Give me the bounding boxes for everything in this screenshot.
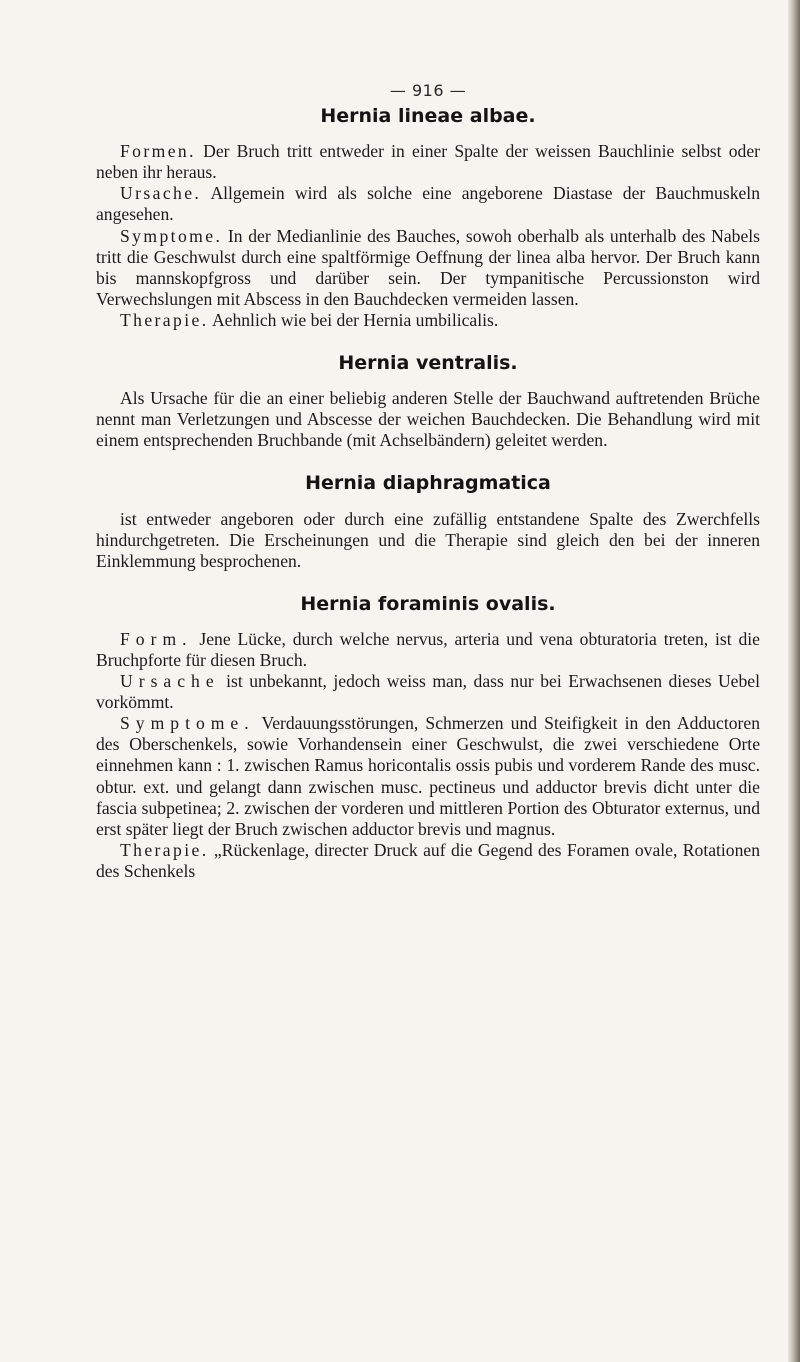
page-edge [788, 0, 800, 1362]
paragraph-therapie [96, 840, 760, 882]
paragraph-text: In der Medianlinie des Bauches, sowoh oberhalb als unterhalb des Nabels tritt die Geschwulst durch eine spaltförmige Oeffnung der linea alba hervor. Der Bruch kann bis mannskopfgross und darüber sein. Der tympanitische Percussionston wird Verwechslungen mit Abscess in den Bauchdecken vermeiden lassen. [96, 225, 760, 309]
paragraph-diaphragmatica: ist entweder angeboren oder durch eine zufällig entstandene Spalte des Zwerchfells hindurchgetreten. Die Erscheinungen und die Therapie sind gleich den bei der inneren Einklemmung besprochenen. [96, 508, 760, 571]
paragraph-text: Der Bruch tritt entweder in einer Spalte der weissen Bauchlinie selbst oder neben ihr heraus. [96, 141, 760, 183]
paragraph-label: Therapie. [120, 839, 209, 860]
section-title-hernia-foraminis-ovalis: Hernia foraminis ovalis. [300, 592, 556, 615]
paragraph-text: Jene Lücke, durch welche nervus, arteria und vena obturatoria treten, ist die Bruchpforte für diesen Bruch. [96, 628, 760, 670]
section-title-hernia-ventralis: Hernia ventralis. [338, 352, 518, 375]
paragraph-text: ist unbekannt, jedoch weiss man, dass nur bei Erwachsenen dieses Uebel vorkömmt. [96, 671, 760, 713]
paragraph-therapie [96, 310, 760, 331]
page-number: — 916 — [389, 81, 467, 100]
paragraph-ventralis: Als Ursache für die an einer beliebig anderen Stelle der Bauchwand auftretenden Brüche nennt man Verletzungen und Abscesse der weichen Bauchdecken. Die Behandlung wird mit einem entsprechenden Bruchbande (mit Achselbändern) geleitet werden. [96, 388, 760, 451]
text-block [96, 80, 760, 882]
paragraph-ursache [96, 183, 760, 225]
paragraph-formen [96, 141, 760, 183]
paragraph-label: Formen. [120, 141, 196, 162]
paragraph-ursache [96, 671, 760, 713]
paragraph-label: Form. [120, 628, 193, 649]
paragraph-text: „Rückenlage, directer Druck auf die Gegend des Foramen ovale, Rotationen des Schenkels [96, 839, 760, 881]
paragraph-symptome [96, 226, 760, 310]
paragraph-label: Symptome. [120, 713, 255, 734]
paragraph-label: Ursache [120, 671, 220, 692]
paragraph-text: Aehnlich wie bei der Hernia umbilicalis. [208, 309, 499, 330]
section-title-hernia-diaphragmatica: Hernia diaphragmatica [305, 472, 551, 495]
paragraph-text: Verdauungsstörungen, Schmerzen und Steifigkeit in den Adductoren des Oberschenkels, sowie Vorhandensein einer Geschwulst, die zwei verschiedene Orte einnehmen kann : 1. zwischen Ramus horicontalis ossis pubis und vorderem Rande des musc. obtur. ext. und gelangt dann zwischen musc. pectineus und adductor brevis dicht unter die fascia subpetinea; 2. zwischen der vorderen und mittleren Portion des Obturator externus, und erst später liegt der Bruch zwischen adductor brevis und magnus. [96, 713, 760, 839]
paragraph-form [96, 629, 760, 671]
paragraph-text: Allgemein wird als solche eine angeborene Diastase der Bauchmuskeln angesehen. [96, 183, 760, 225]
section-title-hernia-lineae-albae: Hernia lineae albae. [320, 105, 536, 128]
paragraph-label: Therapie. [120, 309, 209, 330]
paragraph-symptome [96, 713, 760, 840]
paragraph-label: Symptome. [120, 225, 223, 246]
paragraph-label: Ursache. [120, 183, 202, 204]
